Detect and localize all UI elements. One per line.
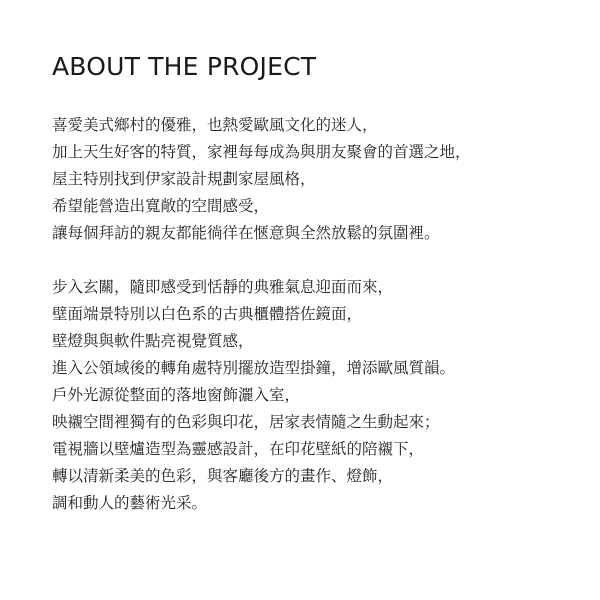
text-line: 步入玄關，隨即感受到恬靜的典雅氣息迎面而來， (52, 278, 394, 296)
paragraph-intro (52, 112, 548, 247)
text-line: 調和動人的藝術光采。 (52, 494, 208, 512)
paragraph-details (52, 274, 548, 517)
text-line: 希望能營造出寬敞的空間感受， (52, 197, 270, 215)
text-line: 電視牆以壁爐造型為靈感設計，在印花壁紙的陪襯下， (52, 440, 425, 458)
text-line: 映襯空間裡獨有的色彩與印花，居家表情隨之生動起來； (52, 413, 440, 431)
text-line: 戶外光源從整面的落地窗飾灑入室， (52, 386, 301, 404)
text-line: 屋主特別找到伊家設計規劃家屋風格， (52, 170, 316, 188)
text-line: 轉以清新柔美的色彩，與客廳後方的畫作、燈飾， (52, 467, 394, 485)
text-line: 讓每個拜訪的親友都能徜徉在愜意與全然放鬆的氛圍裡。 (52, 224, 440, 242)
page-title: ABOUT THE PROJECT (52, 52, 317, 81)
text-line: 壁面端景特別以白色系的古典櫃體搭佐鏡面， (52, 305, 363, 323)
text-line: 壁燈與與軟件點亮視覺質感， (52, 332, 254, 350)
text-line: 加上天生好客的特質，家裡每每成為與朋友聚會的首選之地， (52, 143, 471, 161)
text-line: 喜愛美式鄉村的優雅，也熱愛歐風文化的迷人， (52, 116, 378, 134)
text-line: 進入公領域後的轉角處特別擺放造型掛鐘，增添歐風質韻。 (52, 359, 456, 377)
